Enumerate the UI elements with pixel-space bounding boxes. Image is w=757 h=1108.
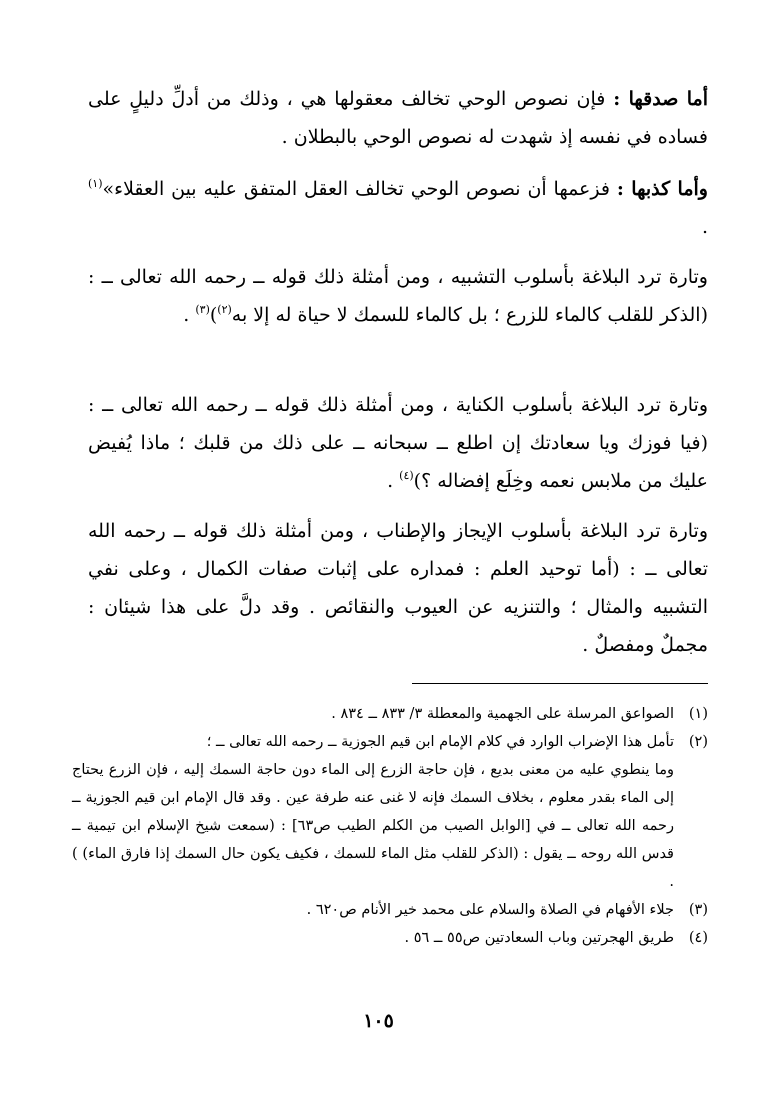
paragraph-end: . [701,216,708,238]
footnote-ref[interactable]: (٤) [399,469,414,482]
footnote-item [72,728,708,896]
paragraph-mid: ) [209,304,218,326]
paragraph-end: . [387,470,400,492]
footnote-ref[interactable]: (٣) [195,303,210,316]
footnote-number: (٢) [688,734,708,750]
paragraph-text: فإن نصوص الوحي تخالف معقولها هي ، وذلك من أدلِّ دليلٍ على فساده في نفسه إذ شهدت له نصوص الوحي بالبطلان . [88,88,708,148]
paragraph-simile [88,258,708,334]
footnote-text: الصواعق المرسلة على الجهمية والمعطلة ٣/ ٨٣٣ ــ ٨٣٤ . [331,706,674,722]
footnote-divider [412,683,708,684]
paragraph-text: وتارة ترد البلاغة بأسلوب الإيجاز والإطناب ، ومن أمثلة ذلك قوله ــ رحمه الله تعالى ــ : (أما توحيد العلم : فمداره على إثبات صفات الكمال ، وعلى نفي التشبيه والمثال ؛ والتنزيه عن العيوب والنقائص . وقد دلَّ على هذا شيئان : مجملٌ ومفصلٌ . [88,520,708,656]
footnote-number: (٤) [688,930,708,946]
footnote-continuation: وما ينطوي عليه من معنى بديع ، فإن حاجة الزرع إلى الماء دون حاجة السمك إليه ، فإن الزرع يحتاج إلى الماء بقدر معلوم ، بخلاف السمك فإنه لا غنى عنه طرفة عين . وقد قال الإمام ابن قيم الجوزية ــ رحمه الله تعالى ــ في [الوابل الصيب من الكلم الطيب ص٦٣] : (سمعت شيخ الإسلام ابن تيمية ــ قدس الله روحه ــ يقول : (الذكر للقلب مثل الماء للسمك ، فكيف يكون حال السمك إذا فارق الماء) ) . [72,762,674,890]
footnote-text: طريق الهجرتين وباب السعادتين ص٥٥ ــ ٥٦ . [404,930,674,946]
page-number: ١٠٥ [363,1010,394,1032]
footnote-ref[interactable]: (٢) [217,303,232,316]
paragraph-text: وتارة ترد البلاغة بأسلوب التشبيه ، ومن أمثلة ذلك قوله ــ رحمه الله تعالى ــ : (الذكر للقلب كالماء للزرع ؛ بل كالماء للسمك لا حياة له إلا به [88,266,708,326]
paragraph-metonymy [88,386,708,500]
paragraph-text: فزعمها أن نصوص الوحي تخالف العقل المتفق عليه بين العقلاء» [102,178,617,200]
footnotes [72,700,708,952]
paragraph-end: . [183,304,196,326]
footnote-item [72,700,708,728]
paragraph-heading: أما صدقها : [613,88,708,110]
footnote-ref[interactable]: (١) [88,177,103,190]
footnote-item [72,924,708,952]
paragraph-text: وتارة ترد البلاغة بأسلوب الكناية ، ومن أمثلة ذلك قوله ــ رحمه الله تعالى ــ : (فيا فوزك ويا سعادتك إن اطلع ــ سبحانه ــ على ذلك من قلبك ؛ ماذا يُفيض عليك من ملابس نعمه وخِلَع إفضاله ؟) [88,394,709,492]
footnote-number: (٣) [688,902,708,918]
footnote-text: جلاء الأفهام في الصلاة والسلام على محمد خير الأنام ص٦٢٠ . [306,902,674,918]
footnote-number: (١) [688,706,708,722]
paragraph-brevity [88,512,708,664]
footnote-item [72,896,708,924]
paragraph-truthfulness [88,80,708,156]
paragraph-falsehood [88,170,708,246]
footnote-text: تأمل هذا الإضراب الوارد في كلام الإمام ابن قيم الجوزية ــ رحمه الله تعالى ــ ؛ وما ينطوي عليه من معنى بديع ، فإن حاجة الزرع إلى الماء دون حاجة السمك إليه ، فإن الزرع يحتاج إلى الماء بقدر معلوم ، بخلاف السمك فإنه لا غنى عنه طرفة عين . وقد قال الإمام ابن قيم الجوزية ــ رحمه الله تعالى ــ في [الوابل الصيب من الكلم الطيب ص٦٣] : (سمعت شيخ الإسلام ابن تيمية ــ قدس الله روحه ــ يقول : (الذكر للقلب مثل الماء للسمك ، فكيف يكون حال السمك إذا فارق الماء) ) . [72,728,674,896]
paragraph-heading: وأما كذبها : [616,178,708,200]
